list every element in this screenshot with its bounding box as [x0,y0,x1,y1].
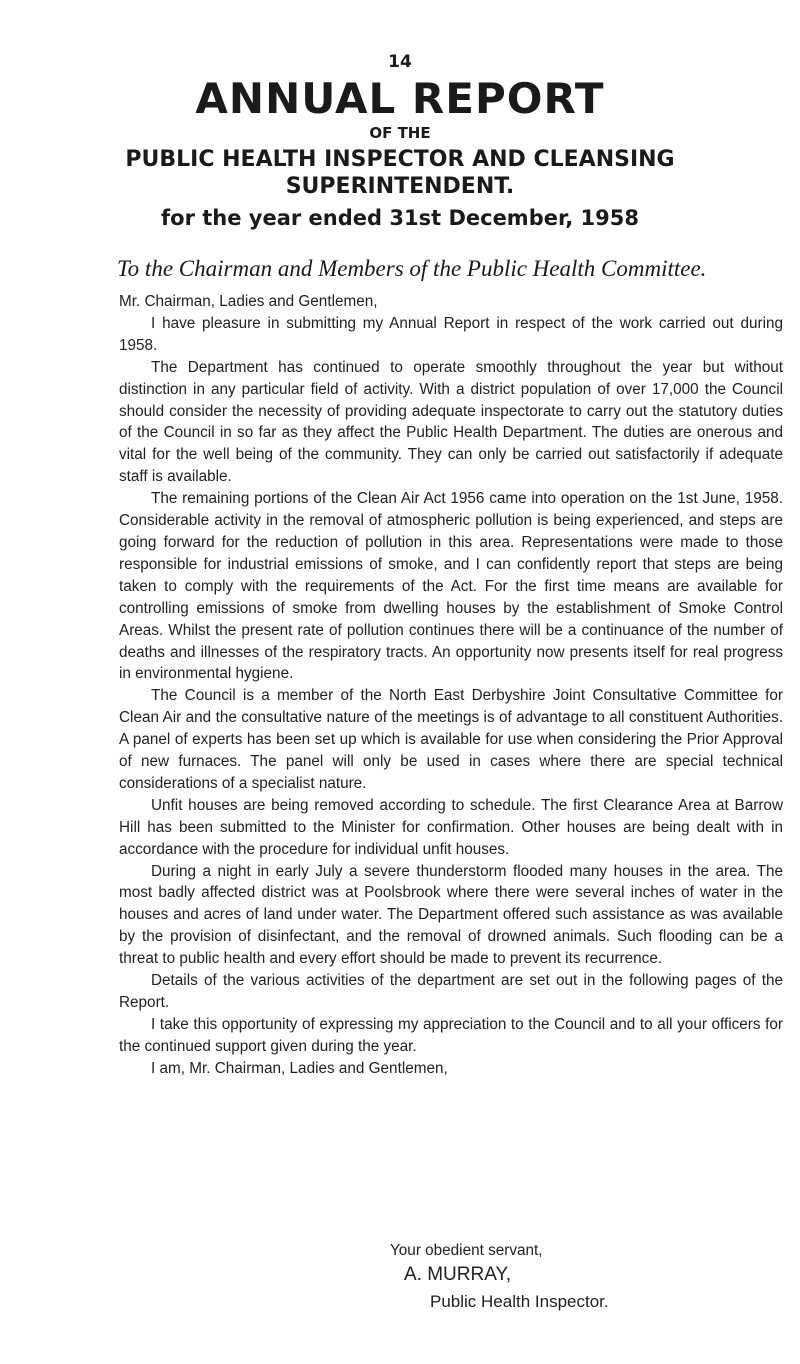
title-connector: OF THE [369,124,431,142]
signatory-role: Public Health Inspector. [430,1292,609,1311]
closing-salutation: I am, Mr. Chairman, Ladies and Gentlemen, [151,1059,448,1077]
paragraph: I have pleasure in submitting my Annual Report in respect of the work carried out during 1958. [119,314,783,354]
page-number: 14 [388,52,412,72]
report-title: ANNUAL REPORT [195,74,605,123]
letter-body [119,291,783,1080]
signatory-name: A. MURRAY, [404,1264,511,1285]
report-period: for the year ended 31st December, 1958 [161,206,639,230]
subtitle-line-2: SUPERINTENDENT. [285,174,515,199]
paragraph: During a night in early July a severe thunderstorm flooded many houses in the area. The most badly affected district was at Poolsbrook where there were several inches of water in the houses and acres of land under water. The Department offered such assistance as was available by the provision of disinfectant, and the removal of drowned animals. Such flooding can be a threat to public health and every effort should be made to prevent its recurrence. [119,862,783,968]
subtitle-line-1: PUBLIC HEALTH INSPECTOR AND CLEANSING [125,147,675,172]
paragraph: The remaining portions of the Clean Air Act 1956 came into operation on the 1st June, 1958. Considerable activity in the removal of atmospheric pollution is being experienced, and steps are going forward for the reduction of pollution in this area. Representations were made to those responsible for industrial emissions of smoke, and I can confidently report that steps are being taken to comply with the requirements of the Act. For the first time means are available for controlling emissions of smoke from dwelling houses by the establishment of Smoke Control Areas. Whilst the present rate of pollution continues there will be a continuance of the number of deaths and illnesses of the respiratory tracts. An opportunity now presents itself for real progress in environmental hygiene. [119,490,783,683]
addressee-line: To the Chairman and Members of the Public Health Committee. [117,256,707,281]
paragraph: I take this opportunity of expressing my appreciation to the Council and to all your officers for the continued support given during the year. [119,1015,783,1055]
closing-servant: Your obedient servant, [390,1242,543,1259]
paragraph: The Department has continued to operate smoothly throughout the year but without distinction in any particular field of activity. With a district population of over 17,000 the Council should consider the necessity of providing adequate inspectorate to carry out the statutory duties of the Council in so far as they affect the Public Health Department. The duties are onerous and vital for the well being of the community. They can only be carried out satisfactorily if adequate staff is available. [119,358,783,486]
paragraph: The Council is a member of the North East Derbyshire Joint Consultative Committee for Clean Air and the consultative nature of the meetings is of advantage to all constituent Authorities. A panel of experts has been set up which is available for use when considering the Prior Approval of new furnaces. The panel will only be used in cases where there are special technical considerations of a specialist nature. [119,687,783,792]
paragraph: Details of the various activities of the department are set out in the following pages of the Report. [119,972,783,1011]
report-subtitle [0,146,800,200]
salutation: Mr. Chairman, Ladies and Gentlemen, [119,293,378,310]
paragraph: Unfit houses are being removed according to schedule. The first Clearance Area at Barrow Hill has been submitted to the Minister for confirmation. Other houses are being dealt with in accordance with the procedure for individual unfit houses. [119,796,783,858]
